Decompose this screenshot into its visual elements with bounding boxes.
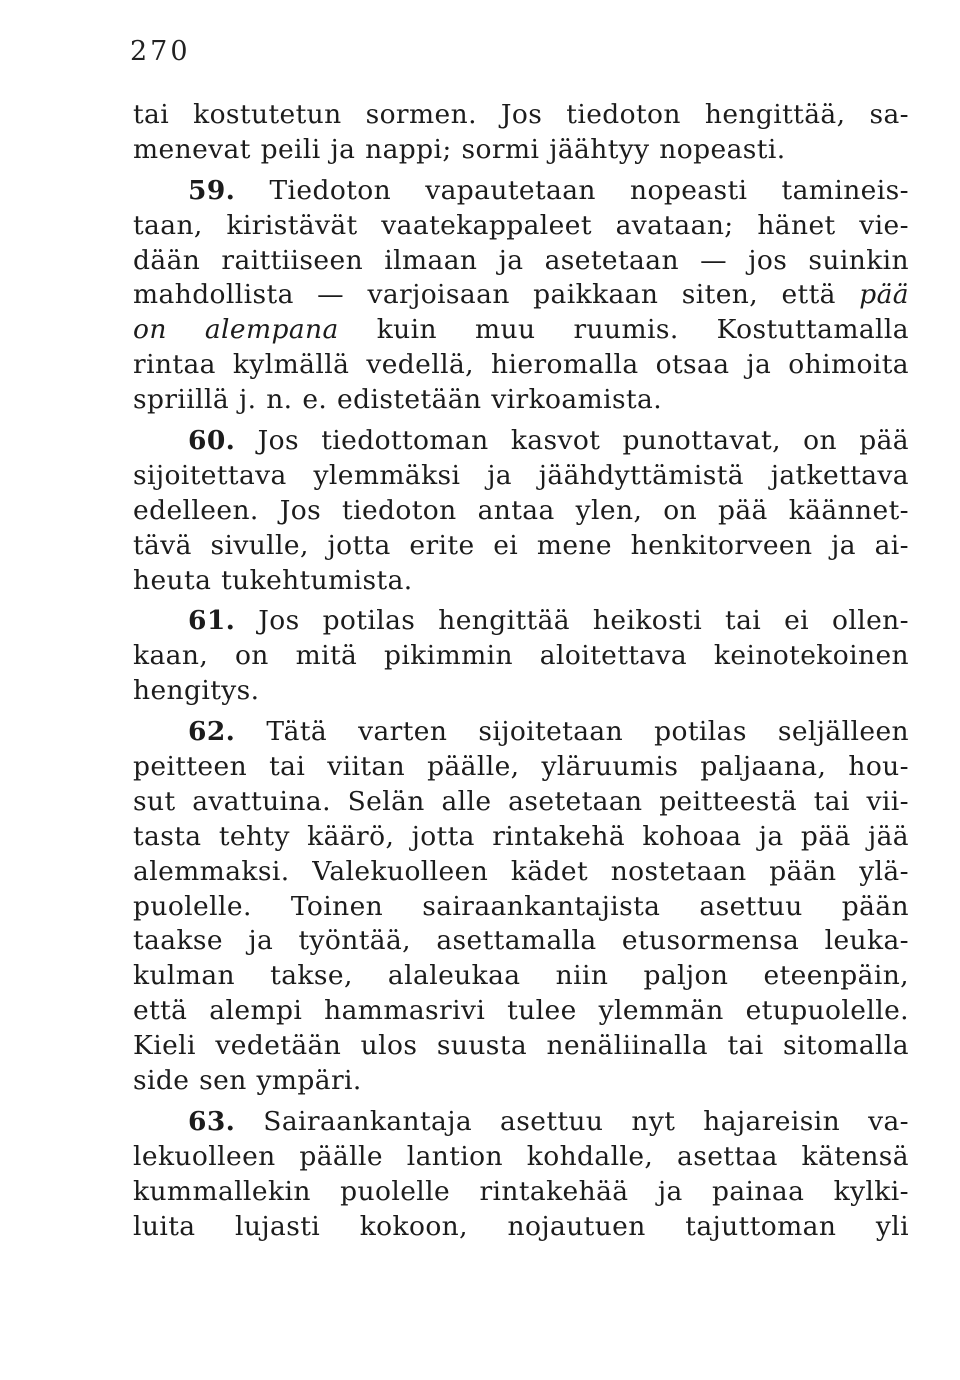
paragraph-63-start: 63. Sairaankantaja asettuu nyt hajareisin va- [188, 1105, 909, 1137]
paragraph-number: 62. [188, 716, 236, 748]
text-line: hengitys. [133, 675, 260, 707]
text-line: lekuolleen päälle lantion kohdalle, asettaa kätensä [133, 1140, 909, 1172]
paragraph-62-start: 62. Tätä varten sijoitetaan potilas seljälleen [188, 716, 909, 748]
body-text [133, 98, 909, 1245]
text-line: peitteen tai viitan päälle, yläruumis paljaana, hou- [133, 751, 909, 783]
text-line: sut avattuina. Selän alle asetetaan peitteestä tai vii- [133, 785, 909, 817]
emphasis-text: pää [859, 279, 909, 311]
text-line: puolelle. Toinen sairaankantajista asettuu pään [133, 890, 909, 922]
text-line: dään raittiiseen ilmaan ja asetetaan — jos suinkin [133, 244, 909, 276]
text-line: rintaa kylmällä vedellä, hieromalla otsaa ja ohimoita [133, 349, 909, 381]
text-line: kaan, on mitä pikimmin aloitettava keinotekoinen [133, 640, 909, 672]
text-line: tävä sivulle, jotta erite ei mene henkitorveen ja ai- [133, 529, 909, 561]
text-line: että alempi hammasrivi tulee ylemmän etupuolelle. [133, 995, 909, 1027]
text-line: edelleen. Jos tiedoton antaa ylen, on pää käännet- [133, 494, 909, 526]
text-line: mahdollista — varjoisaan paikkaan siten, että pää [133, 279, 909, 311]
text-line: tasta tehty käärö, jotta rintakehä kohoaa ja pää jää [133, 820, 909, 852]
emphasis-text: on alempana [133, 314, 339, 346]
text-line: spriillä j. n. e. edistetään virkoamista. [133, 384, 663, 416]
text-line: alemmaksi. Valekuolleen kädet nostetaan pään ylä- [133, 855, 909, 887]
text-line: on alempana kuin muu ruumis. Kostuttamalla [133, 314, 909, 346]
paragraph-number: 59. [188, 174, 236, 206]
text-line: sijoitettava ylemmäksi ja jäähdyttämistä jatkettava [133, 459, 909, 491]
paragraph-59-start: 59. Tiedoton vapautetaan nopeasti tamineis- [188, 174, 909, 206]
text-line: luita lujasti kokoon, nojautuen tajuttoman yli [133, 1210, 909, 1242]
paragraph-60-start: 60. Jos tiedottoman kasvot punottavat, on pää [188, 425, 909, 457]
text-line: kulman takse, alaleukaa niin paljon eteenpäin, [133, 960, 909, 992]
text-line: menevat peili ja nappi; sormi jäähtyy nopeasti. [133, 133, 786, 165]
text-line: kummallekin puolelle rintakehää ja painaa kylki- [133, 1175, 909, 1207]
page-number: 270 [130, 36, 191, 67]
text-line: tai kostutetun sormen. Jos tiedoton hengittää, sa- [133, 99, 909, 130]
text-line: taan, kiristävät vaatekappaleet avataan; hänet vie- [133, 209, 909, 241]
text-line: Kieli vedetään ulos suusta nenäliinalla tai sitomalla [133, 1030, 909, 1062]
text-line: side sen ympäri. [133, 1065, 362, 1097]
paragraph-number: 60. [188, 425, 236, 457]
paragraph-number: 61. [188, 605, 236, 637]
paragraph-number: 63. [188, 1105, 236, 1137]
text-line: taakse ja työntää, asettamalla etusormensa leuka- [133, 925, 909, 957]
text-line: heuta tukehtumista. [133, 564, 413, 596]
paragraph-61-start: 61. Jos potilas hengittää heikosti tai ei ollen- [188, 605, 909, 637]
